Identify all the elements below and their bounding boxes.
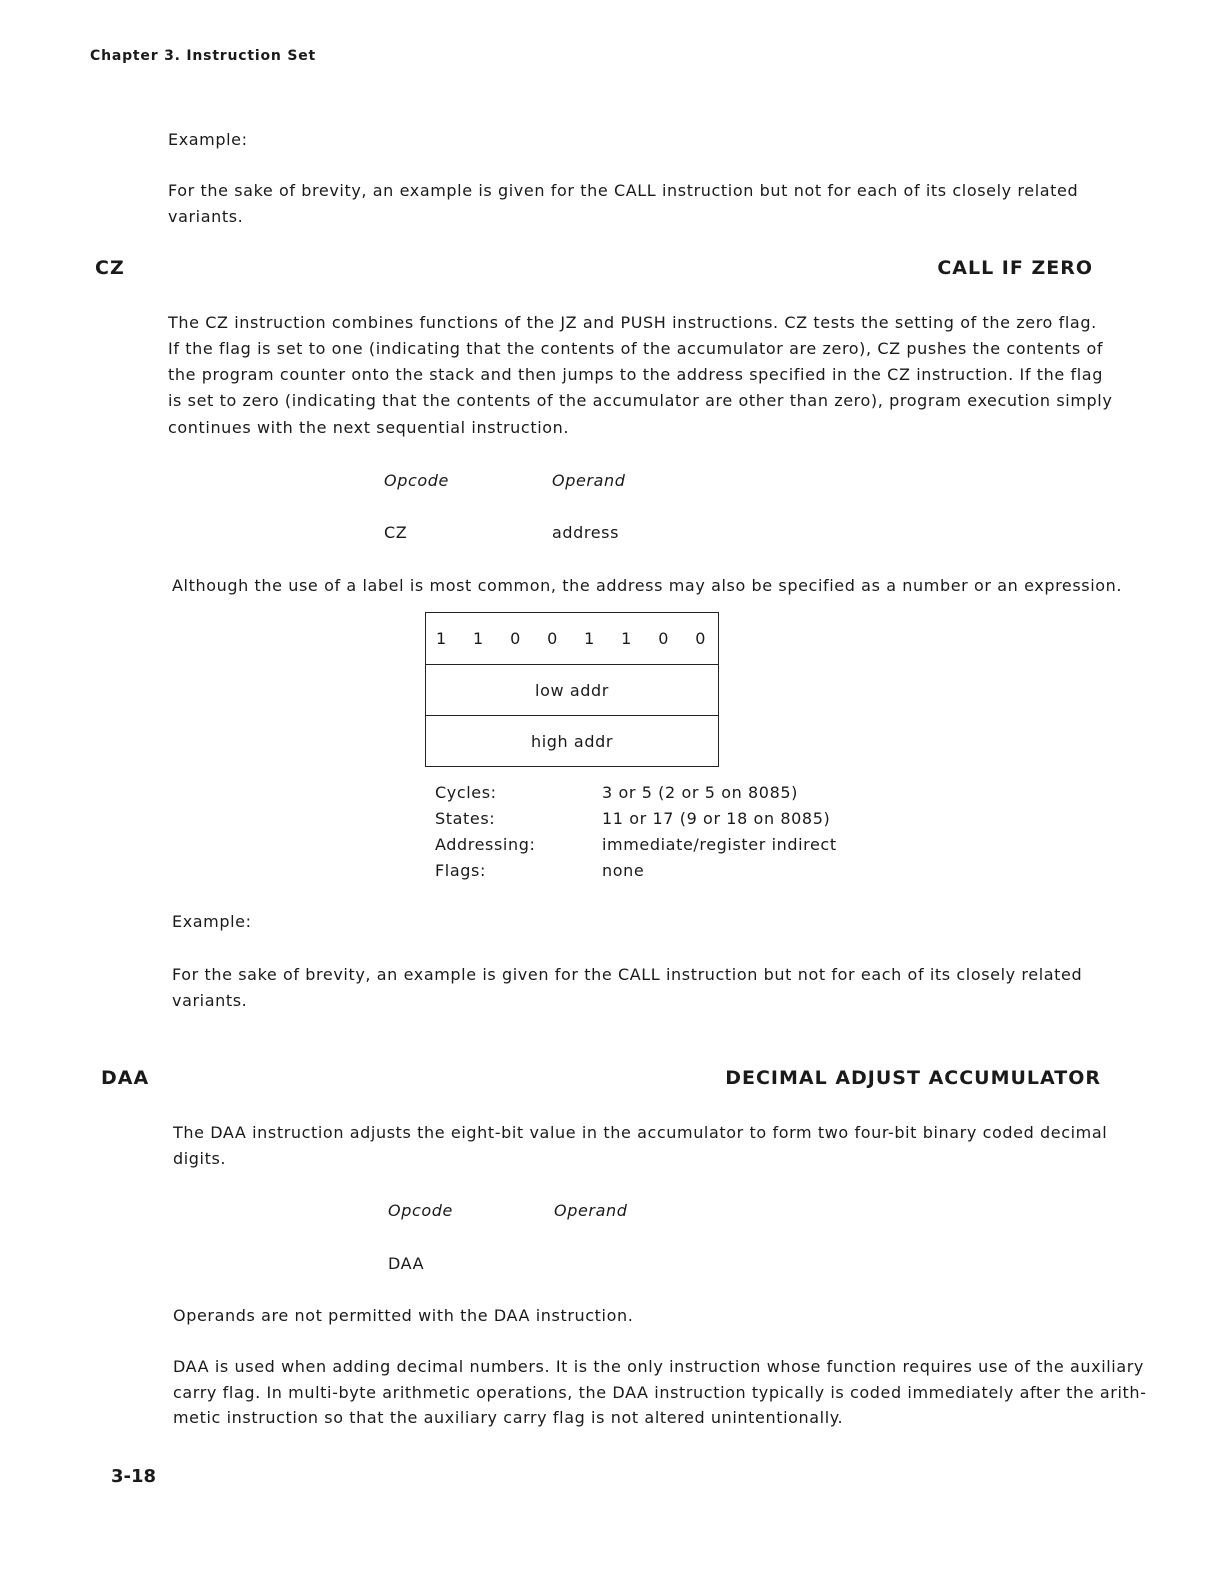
operand-header: Operand (554, 1201, 628, 1220)
paragraph-line: If the flag is set to one (indicating that the contents of the accumulator are zero), CZ pushes the contents of (168, 339, 1104, 358)
example-label: Example: (168, 130, 248, 149)
daa-title-heading: DECIMAL ADJUST ACCUMULATOR (725, 1067, 1101, 1089)
opcode-header: Opcode (388, 1201, 453, 1220)
spec-label: Addressing: (435, 835, 536, 854)
example-text-line: For the sake of brevity, an example is given for the CALL instruction but not for each of its closely related (168, 181, 1079, 200)
example-label: Example: (172, 912, 252, 931)
cz-mnemonic-heading: CZ (95, 257, 125, 279)
operand-header: Operand (552, 471, 626, 490)
high-addr-row (426, 715, 718, 767)
bit: 0 (510, 629, 521, 648)
operands-note: Operands are not permitted with the DAA instruction. (173, 1306, 634, 1325)
address-note: Although the use of a label is most common, the address may also be specified as a number or an expression. (172, 576, 1123, 595)
cz-title-heading: CALL IF ZERO (937, 257, 1093, 279)
paragraph-line: is set to zero (indicating that the contents of the accumulator are other than zero), program execution simply (168, 391, 1113, 410)
bit: 1 (436, 629, 447, 648)
spec-label: States: (435, 809, 496, 828)
paragraph-line: carry flag. In multi-byte arithmetic operations, the DAA instruction typically is coded immediately after the arith- (173, 1383, 1147, 1402)
example-text-line: variants. (168, 207, 244, 226)
bit: 1 (584, 629, 595, 648)
spec-label: Cycles: (435, 783, 497, 802)
paragraph-line: metic instruction so that the auxiliary carry flag is not altered unintentionally. (173, 1408, 844, 1427)
page-number: 3-18 (111, 1466, 157, 1487)
bit: 0 (658, 629, 669, 648)
bit: 1 (473, 629, 484, 648)
paragraph-line: continues with the next sequential instruction. (168, 418, 570, 437)
paragraph-line: The CZ instruction combines functions of the JZ and PUSH instructions. CZ tests the setting of the zero flag. (168, 313, 1097, 332)
spec-value: 3 or 5 (2 or 5 on 8085) (602, 783, 798, 802)
low-addr-row (426, 664, 718, 716)
low-addr-label: low addr (535, 681, 609, 700)
paragraph-line: the program counter onto the stack and then jumps to the address specified in the CZ instruction. If the flag (168, 365, 1103, 384)
running-header: Chapter 3. Instruction Set (90, 48, 317, 64)
daa-mnemonic-heading: DAA (101, 1067, 150, 1089)
instruction-encoding-diagram (425, 612, 719, 767)
opcode-value: DAA (388, 1254, 425, 1273)
spec-value: immediate/register indirect (602, 835, 837, 854)
spec-value: 11 or 17 (9 or 18 on 8085) (602, 809, 831, 828)
spec-value: none (602, 861, 645, 880)
opcode-value: CZ (384, 523, 408, 542)
opcode-byte-row (426, 613, 718, 664)
operand-value: address (552, 523, 620, 542)
spec-label: Flags: (435, 861, 486, 880)
high-addr-label: high addr (530, 732, 614, 751)
paragraph-line: digits. (173, 1149, 227, 1168)
bit: 0 (695, 629, 706, 648)
paragraph-line: DAA is used when adding decimal numbers. It is the only instruction whose function requires use of the auxiliary (173, 1357, 1145, 1376)
bit: 0 (547, 629, 558, 648)
opcode-header: Opcode (384, 471, 449, 490)
example-text-line: variants. (172, 991, 248, 1010)
paragraph-line: The DAA instruction adjusts the eight-bit value in the accumulator to form two four-bit binary coded decimal (173, 1123, 1108, 1142)
bit: 1 (621, 629, 632, 648)
example-text-line: For the sake of brevity, an example is given for the CALL instruction but not for each of its closely related (172, 965, 1083, 984)
